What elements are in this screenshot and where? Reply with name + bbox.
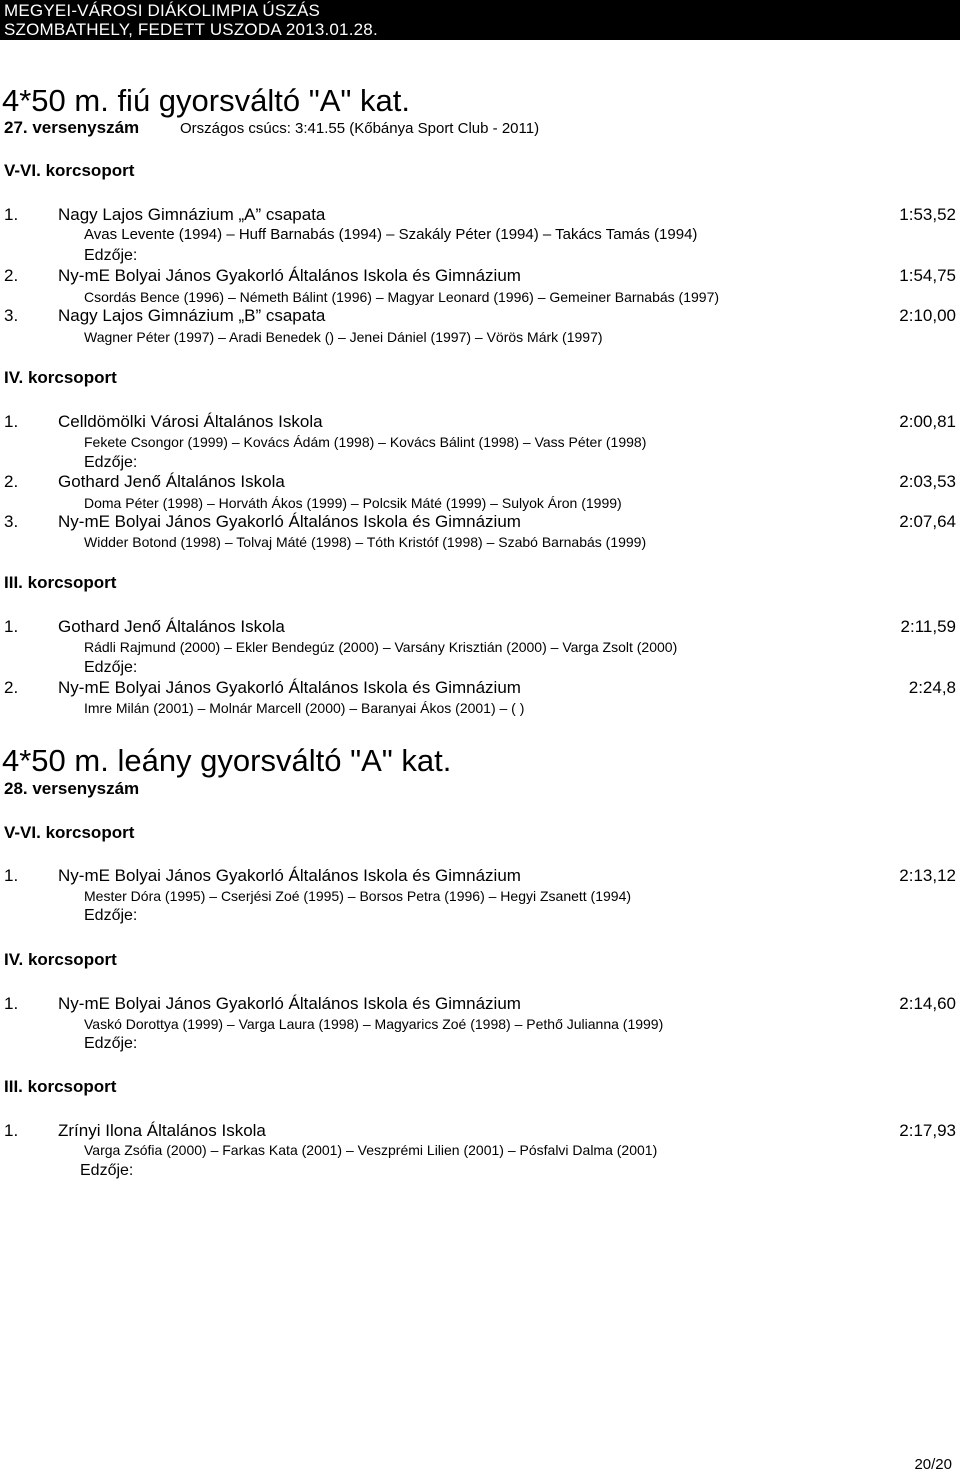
- team-members: Widder Botond (1998) – Tolvaj Máté (1998) – Tóth Kristóf (1998) – Szabó Barnabás (1999): [84, 534, 647, 550]
- place: 1.: [4, 617, 19, 636]
- place: 1.: [4, 1121, 19, 1140]
- result-time: 2:03,53: [899, 472, 956, 491]
- coach-label: Edzője:: [84, 659, 138, 676]
- place: 3.: [4, 512, 19, 531]
- team-members: Wagner Péter (1997) – Aradi Benedek () – Jenei Dániel (1997) – Vörös Márk (1997): [84, 329, 603, 345]
- place: 2.: [4, 472, 19, 491]
- team-members: Imre Milán (2001) – Molnár Marcell (2000) – Baranyai Ákos (2001) – ( ): [84, 700, 525, 716]
- team-name: Nagy Lajos Gimnázium „B” csapata: [58, 306, 326, 325]
- team-name: Ny-mE Bolyai János Gyakorló Általános Iskola és Gimnázium: [58, 866, 521, 885]
- team-members: Vaskó Dorottya (1999) – Varga Laura (1998) – Magyarics Zoé (1998) – Pethő Julianna (1999): [84, 1016, 664, 1032]
- place: 2.: [4, 678, 19, 697]
- event-title: 4*50 m. fiú gyorsváltó "A" kat.: [2, 83, 410, 118]
- team-name: Zrínyi Ilona Általános Iskola: [58, 1121, 266, 1140]
- team-name: Ny-mE Bolyai János Gyakorló Általános Iskola és Gimnázium: [58, 994, 521, 1013]
- team-members: Csordás Bence (1996) – Németh Bálint (1996) – Magyar Leonard (1996) – Gemeiner Barnabás (1997): [84, 289, 720, 305]
- result-time: 2:10,00: [899, 306, 956, 325]
- result-time: 2:07,64: [899, 512, 956, 531]
- age-group-heading: V-VI. korcsoport: [4, 823, 135, 842]
- result-time: 2:00,81: [899, 412, 956, 431]
- age-group-heading: III. korcsoport: [4, 1077, 117, 1096]
- competition-venue-date: SZOMBATHELY, FEDETT USZODA 2013.01.28.: [4, 20, 378, 39]
- event-number: 27. versenyszám: [4, 118, 140, 137]
- team-members: Mester Dóra (1995) – Cserjési Zoé (1995) – Borsos Petra (1996) – Hegyi Zsanett (1994): [84, 888, 632, 904]
- team-members: Avas Levente (1994) – Huff Barnabás (1994) – Szakály Péter (1994) – Takács Tamás (1994): [84, 226, 698, 243]
- team-name: Gothard Jenő Általános Iskola: [58, 617, 285, 636]
- age-group-heading: V-VI. korcsoport: [4, 161, 135, 180]
- result-time: 2:13,12: [899, 866, 956, 885]
- event-number: 28. versenyszám: [4, 779, 140, 798]
- place: 1.: [4, 205, 19, 224]
- team-members: Rádli Rajmund (2000) – Ekler Bendegúz (2000) – Varsány Krisztián (2000) – Varga Zsolt (2000): [84, 639, 678, 655]
- result-time: 1:54,75: [899, 266, 956, 285]
- coach-label: Edzője:: [84, 907, 138, 924]
- age-group-heading: IV. korcsoport: [4, 368, 117, 387]
- team-name: Ny-mE Bolyai János Gyakorló Általános Iskola és Gimnázium: [58, 266, 521, 285]
- event-title: 4*50 m. leány gyorsváltó "A" kat.: [2, 743, 452, 778]
- team-members: Fekete Csongor (1999) – Kovács Ádám (1998) – Kovács Bálint (1998) – Vass Péter (1998): [84, 434, 647, 450]
- coach-label: Edzője:: [84, 1035, 138, 1052]
- national-record: Országos csúcs: 3:41.55 (Kőbánya Sport Club - 2011): [180, 120, 540, 137]
- page-number: 20/20: [914, 1456, 952, 1473]
- team-name: Nagy Lajos Gimnázium „A” csapata: [58, 205, 326, 224]
- place: 1.: [4, 412, 19, 431]
- page-header: [0, 0, 960, 40]
- coach-label: Edzője:: [80, 1162, 134, 1179]
- competition-title: MEGYEI-VÁROSI DIÁKOLIMPIA ÚSZÁS: [4, 1, 321, 20]
- team-name: Gothard Jenő Általános Iskola: [58, 472, 285, 491]
- place: 2.: [4, 266, 19, 285]
- result-time: 2:11,59: [900, 617, 956, 636]
- result-time: 1:53,52: [899, 205, 956, 224]
- coach-label: Edzője:: [84, 454, 138, 471]
- result-time: 2:14,60: [899, 994, 956, 1013]
- team-members: Varga Zsófia (2000) – Farkas Kata (2001) – Veszprémi Lilien (2001) – Pósfalvi Dalma (2001): [84, 1142, 658, 1158]
- result-time: 2:17,93: [899, 1121, 956, 1140]
- age-group-heading: III. korcsoport: [4, 573, 117, 592]
- coach-label: Edzője:: [84, 247, 138, 264]
- place: 1.: [4, 866, 19, 885]
- age-group-heading: IV. korcsoport: [4, 950, 117, 969]
- place: 1.: [4, 994, 19, 1013]
- result-time: 2:24,8: [908, 678, 956, 697]
- place: 3.: [4, 306, 19, 325]
- team-name: Celldömölki Városi Általános Iskola: [58, 412, 323, 431]
- team-name: Ny-mE Bolyai János Gyakorló Általános Iskola és Gimnázium: [58, 512, 521, 531]
- team-name: Ny-mE Bolyai János Gyakorló Általános Iskola és Gimnázium: [58, 678, 521, 697]
- team-members: Doma Péter (1998) – Horváth Ákos (1999) – Polcsik Máté (1999) – Sulyok Áron (1999): [84, 495, 622, 511]
